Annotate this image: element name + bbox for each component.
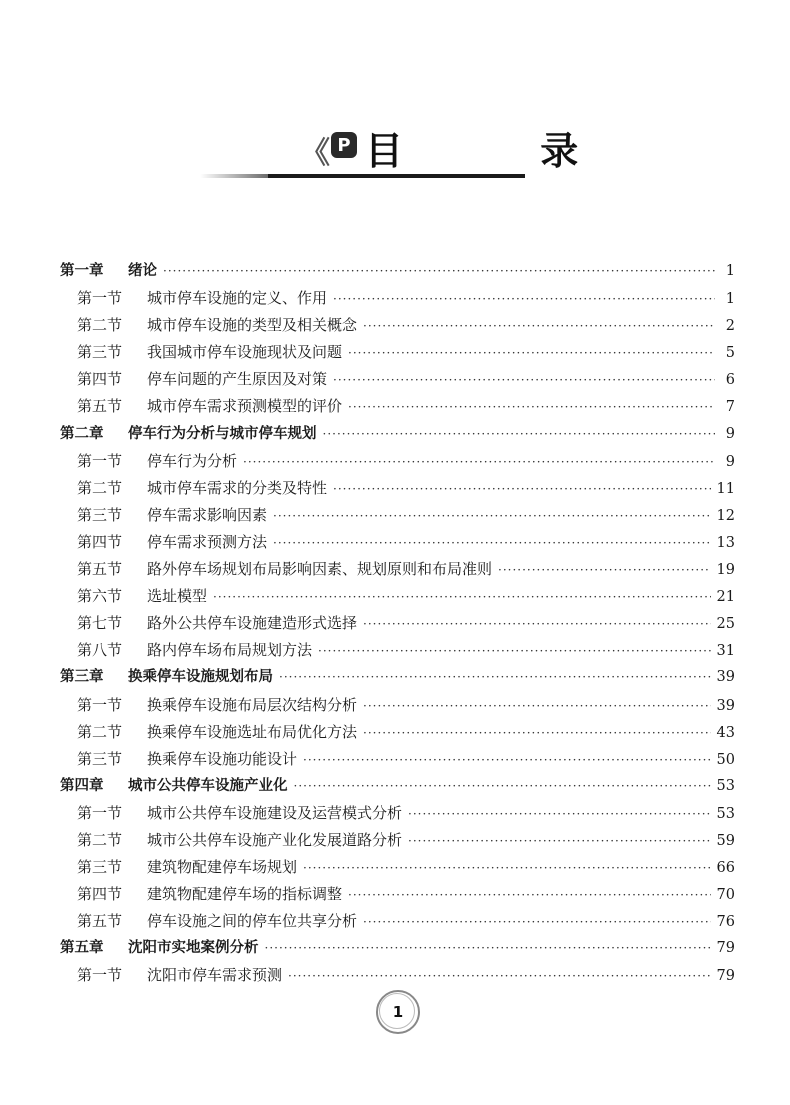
toc-entry-number: 第二章 — [60, 425, 104, 442]
toc-entry-page: 39 — [716, 669, 735, 686]
toc-entry-title: 沈阳市实地案例分析 — [128, 940, 259, 957]
toc-chapter-row[interactable] — [60, 773, 735, 800]
toc-entry-number: 第二节 — [77, 316, 123, 335]
toc-entry-title: 我国城市停车设施现状及问题 — [147, 343, 343, 362]
toc-entry-number: 第七节 — [77, 614, 123, 633]
toc-entry-number: 第一节 — [77, 451, 123, 470]
toc-leader-dots — [279, 664, 711, 691]
table-of-contents — [60, 258, 735, 990]
page-number-badge — [376, 990, 420, 1034]
toc-section-row[interactable] — [60, 908, 735, 935]
toc-leader-dots — [333, 367, 715, 394]
toc-entry-title: 城市停车设施的定义、作用 — [147, 289, 328, 308]
toc-entry-number: 第三节 — [77, 505, 123, 524]
toc-entry-page: 59 — [716, 832, 735, 849]
toc-entry-title: 城市公共停车设施建设及运营模式分析 — [147, 803, 403, 822]
toc-entry-number: 第一节 — [77, 695, 123, 714]
toc-entry-page: 25 — [716, 616, 735, 633]
toc-entry-number: 第四节 — [77, 370, 123, 389]
toc-entry-page: 9 — [725, 425, 735, 442]
toc-entry-number: 第一节 — [77, 803, 123, 822]
toc-entry-page: 53 — [716, 805, 735, 822]
toc-leader-dots — [348, 882, 711, 909]
toc-leader-dots — [363, 611, 711, 638]
toc-entry-title: 城市公共停车设施产业化发展道路分析 — [147, 830, 403, 849]
toc-section-row[interactable] — [60, 393, 735, 420]
toc-entry-page: 9 — [725, 453, 735, 470]
toc-entry-title: 换乘停车设施布局层次结构分析 — [147, 695, 358, 714]
toc-entry-page: 79 — [716, 968, 735, 985]
toc-entry-page: 53 — [716, 777, 735, 794]
toc-entry-page: 50 — [716, 751, 735, 768]
toc-entry-title: 换乘停车设施规划布局 — [128, 669, 273, 686]
toc-entry-number: 第三节 — [77, 858, 123, 877]
page-number: 1 — [392, 1003, 404, 1021]
toc-section-row[interactable] — [60, 827, 735, 854]
toc-leader-dots — [348, 340, 715, 367]
toc-section-row[interactable] — [60, 339, 735, 366]
toc-entry-number: 第一节 — [77, 289, 123, 308]
toc-section-row[interactable] — [60, 556, 735, 583]
toc-leader-dots — [408, 801, 711, 828]
toc-entry-number: 第四节 — [77, 885, 123, 904]
toc-entry-title: 停车问题的产生原因及对策 — [147, 370, 328, 389]
toc-entry-number: 第六节 — [77, 587, 123, 606]
toc-entry-page: 5 — [725, 345, 735, 362]
toc-entry-title: 换乘停车设施功能设计 — [147, 749, 298, 768]
toc-entry-page: 43 — [716, 724, 735, 741]
toc-section-row[interactable] — [60, 854, 735, 881]
toc-leader-dots — [333, 286, 715, 313]
toc-entry-title: 城市停车设施的类型及相关概念 — [147, 316, 358, 335]
toc-entry-number: 第二节 — [77, 722, 123, 741]
toc-entry-number: 第一节 — [77, 966, 123, 985]
toc-entry-number: 第一章 — [60, 263, 104, 279]
toc-entry-page: 66 — [716, 860, 735, 877]
toc-leader-dots — [294, 773, 711, 800]
toc-entry-page: 31 — [716, 643, 735, 660]
toc-entry-title: 停车行为分析 — [147, 451, 238, 470]
toc-leader-dots — [265, 935, 711, 962]
toc-section-row[interactable] — [60, 800, 735, 827]
toc-leader-dots — [273, 530, 711, 557]
toc-section-row[interactable] — [60, 719, 735, 746]
toc-entry-title: 选址模型 — [147, 587, 208, 606]
parking-p-icon — [331, 132, 357, 158]
toc-leader-dots — [288, 963, 711, 990]
toc-section-row[interactable] — [60, 285, 735, 312]
toc-section-row[interactable] — [60, 475, 735, 502]
title-underline-fade — [200, 174, 270, 178]
logo-letter: P — [337, 134, 351, 156]
toc-entry-title: 路外公共停车设施建造形式选择 — [147, 614, 358, 633]
toc-entry-number: 第八节 — [77, 641, 123, 660]
toc-entry-title: 换乘停车设施选址布局优化方法 — [147, 722, 358, 741]
page-title: 目 录 — [365, 129, 641, 173]
toc-entry-number: 第三章 — [60, 669, 104, 686]
toc-section-row[interactable] — [60, 637, 735, 664]
toc-entry-page: 13 — [716, 534, 735, 551]
toc-entry-page: 21 — [716, 589, 735, 606]
toc-section-row[interactable] — [60, 610, 735, 637]
toc-leader-dots — [243, 449, 715, 476]
toc-section-row[interactable] — [60, 962, 735, 989]
toc-entry-page: 39 — [716, 697, 735, 714]
toc-leader-dots — [303, 747, 711, 774]
toc-leader-dots — [163, 258, 715, 285]
title-underline — [268, 174, 525, 178]
toc-leader-dots — [363, 720, 711, 747]
toc-entry-page: 19 — [716, 562, 735, 579]
toc-chapter-row[interactable] — [60, 935, 735, 962]
toc-entry-page: 1 — [725, 263, 735, 279]
toc-entry-title: 建筑物配建停车场的指标调整 — [147, 885, 343, 904]
toc-leader-dots — [348, 394, 715, 421]
toc-section-row[interactable] — [60, 312, 735, 339]
toc-leader-dots — [303, 855, 711, 882]
toc-leader-dots — [273, 503, 711, 530]
toc-chapter-row[interactable] — [60, 664, 735, 691]
toc-entry-number: 第二节 — [77, 478, 123, 497]
toc-entry-number: 第四节 — [77, 532, 123, 551]
toc-leader-dots — [363, 909, 711, 936]
toc-section-row[interactable] — [60, 583, 735, 610]
toc-entry-number: 第三节 — [77, 343, 123, 362]
toc-entry-title: 绪论 — [128, 263, 157, 279]
toc-chapter-row[interactable] — [60, 258, 735, 285]
toc-entry-page: 70 — [716, 887, 735, 904]
toc-entry-page: 12 — [716, 507, 735, 524]
toc-entry-page: 7 — [725, 399, 735, 416]
toc-chapter-row[interactable] — [60, 421, 735, 448]
toc-leader-dots — [318, 638, 711, 665]
toc-entry-number: 第五节 — [77, 912, 123, 931]
toc-section-row[interactable] — [60, 692, 735, 719]
toc-entry-page: 6 — [725, 372, 735, 389]
toc-entry-page: 1 — [725, 291, 735, 308]
toc-entry-title: 停车需求预测方法 — [147, 532, 268, 551]
toc-leader-dots — [408, 828, 711, 855]
toc-entry-page: 11 — [716, 480, 735, 497]
toc-entry-number: 第五节 — [77, 397, 123, 416]
toc-entry-number: 第五章 — [60, 940, 104, 957]
toc-section-row[interactable] — [60, 366, 735, 393]
toc-entry-number: 第五节 — [77, 560, 123, 579]
toc-entry-number: 第二节 — [77, 830, 123, 849]
toc-leader-dots — [213, 584, 711, 611]
toc-section-row[interactable] — [60, 448, 735, 475]
toc-entry-title: 沈阳市停车需求预测 — [147, 966, 283, 985]
toc-entry-page: 2 — [725, 318, 735, 335]
double-chevron-left-icon: 《 — [300, 136, 324, 171]
toc-entry-title: 城市停车需求预测模型的评价 — [147, 397, 343, 416]
toc-entry-page: 76 — [716, 914, 735, 931]
toc-entry-title: 停车需求影响因素 — [147, 505, 268, 524]
toc-section-row[interactable] — [60, 746, 735, 773]
toc-leader-dots — [363, 693, 711, 720]
toc-entry-title: 停车设施之间的停车位共享分析 — [147, 912, 358, 931]
toc-entry-title: 建筑物配建停车场规划 — [147, 858, 298, 877]
toc-entry-title: 城市公共停车设施产业化 — [128, 777, 288, 794]
toc-entry-number: 第四章 — [60, 777, 104, 794]
toc-leader-dots — [363, 313, 715, 340]
toc-leader-dots — [333, 476, 711, 503]
toc-leader-dots — [323, 421, 716, 448]
toc-entry-number: 第三节 — [77, 749, 123, 768]
toc-entry-title: 停车行为分析与城市停车规划 — [128, 425, 317, 442]
toc-section-row[interactable] — [60, 502, 735, 529]
toc-entry-title: 路外停车场规划布局影响因素、规划原则和布局准则 — [147, 560, 493, 579]
toc-entry-page: 79 — [716, 940, 735, 957]
toc-header — [0, 118, 790, 188]
toc-entry-title: 城市停车需求的分类及特性 — [147, 478, 328, 497]
toc-entry-title: 路内停车场布局规划方法 — [147, 641, 313, 660]
toc-leader-dots — [498, 557, 711, 584]
toc-section-row[interactable] — [60, 529, 735, 556]
toc-section-row[interactable] — [60, 881, 735, 908]
